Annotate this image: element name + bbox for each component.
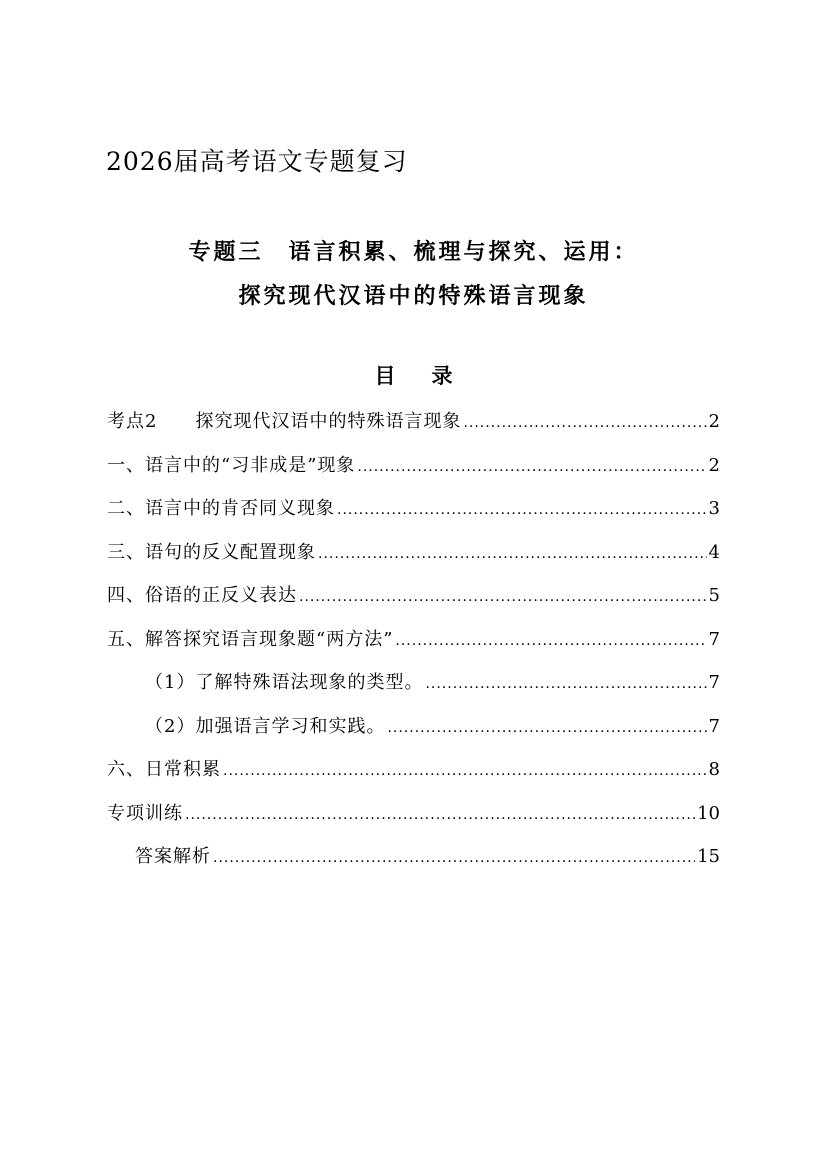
toc-entry-text: 答案解析	[135, 846, 211, 867]
toc-leader-dots	[463, 402, 706, 446]
toc-page-number: 2	[708, 454, 720, 476]
toc-entry[interactable]	[107, 661, 720, 705]
toc-page-number: 15	[697, 846, 720, 867]
toc-entry[interactable]	[107, 574, 720, 618]
toc-entry-text: 六、日常积累	[107, 759, 221, 780]
toc-leader-dots	[318, 533, 707, 577]
toc-entry-text: 五、解答探究语言现象题“两方法”	[107, 628, 394, 650]
toc-entry-text: 考点2 探究现代汉语中的特殊语言现象	[107, 411, 462, 432]
toc-entry[interactable]	[107, 444, 720, 488]
toc-page-number: 4	[708, 541, 720, 563]
toc-leader-dots	[185, 794, 695, 838]
toc-leader-dots	[337, 489, 707, 533]
toc-leader-dots	[299, 576, 707, 620]
toc-page-number: 2	[708, 411, 720, 432]
toc-page-number: 10	[697, 802, 720, 824]
toc-leader-dots	[213, 837, 695, 881]
toc-entry-text: 专项训练	[107, 802, 183, 824]
toc-entry[interactable]	[107, 487, 720, 531]
toc-entry-text: 三、语句的反义配置现象	[107, 541, 316, 563]
toc-heading: 目录	[374, 363, 489, 388]
toc-page-number: 8	[708, 759, 720, 780]
toc-page-number: 5	[708, 585, 720, 606]
toc-entry-text: 二、语言中的肯否同义现象	[107, 498, 335, 519]
toc-entry-text: 一、语言中的“习非成是”现象	[107, 454, 356, 476]
toc-entry[interactable]	[107, 792, 720, 836]
toc-leader-dots	[395, 620, 706, 664]
toc-leader-dots	[223, 750, 707, 794]
toc-entry-text: （1）了解特殊语法现象的类型。	[145, 672, 424, 693]
toc-entry-text: 四、俗语的正反义表达	[107, 585, 297, 606]
toc-leader-dots	[425, 663, 706, 707]
toc-entry[interactable]	[107, 618, 720, 662]
toc-entry[interactable]	[107, 705, 720, 749]
topic-title	[0, 230, 827, 318]
toc-page-number: 7	[708, 672, 720, 693]
toc-leader-dots	[387, 707, 706, 751]
toc-entry[interactable]	[107, 531, 720, 575]
toc-leader-dots	[357, 446, 706, 490]
toc-page-number: 7	[708, 628, 720, 650]
toc-entry[interactable]	[107, 835, 720, 879]
topic-title-line1: 专题三 语言积累、梳理与探究、运用：	[188, 239, 639, 265]
series-title: 2026届高考语文专题复习	[106, 147, 408, 176]
toc-entry[interactable]	[107, 400, 720, 444]
table-of-contents	[107, 400, 720, 879]
toc-entry-text: （2）加强语言学习和实践。	[145, 715, 386, 737]
toc-entry[interactable]	[107, 748, 720, 792]
toc-page-number: 3	[708, 498, 720, 519]
toc-page-number: 7	[708, 715, 720, 737]
topic-title-line2: 探究现代汉语中的特殊语言现象	[238, 283, 589, 309]
